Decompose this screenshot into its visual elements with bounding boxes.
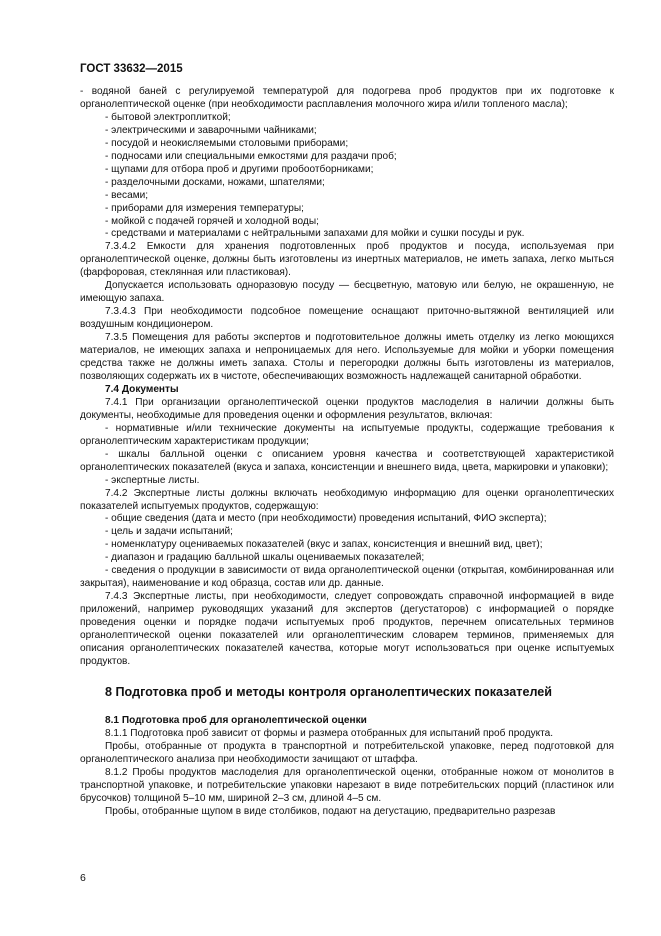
clause-7-3-4-3: 7.3.4.3 При необходимости подсобное помещение оснащают приточно-вытяжной вентиляцией или воздушным кондиционером. <box>80 306 614 331</box>
list-item: - приборами для измерения температуры; <box>105 202 304 214</box>
list-item: - электрическими и заварочными чайниками; <box>105 124 317 136</box>
list-item: - разделочными досками, ножами, шпателями; <box>105 176 325 188</box>
subsection-title-7-4: 7.4 Документы <box>105 383 179 395</box>
document-body <box>80 86 614 819</box>
list-item: - весами; <box>105 189 149 201</box>
list-item: - общие сведения (дата и место (при необходимости) проведения испытаний, ФИО эксперта); <box>105 513 547 525</box>
standard-header: ГОСТ 33632—2015 <box>80 63 183 75</box>
clause-8-1-1: 8.1.1 Подготовка проб зависит от формы и размера отобранных для испытаний проб продукта. <box>105 727 554 739</box>
clause-7-4-1: 7.4.1 При организации органолептической оценки продуктов маслоделия в наличии должны быть документы, необходимые для проведения оценки и оформления результатов, включая: <box>80 396 614 421</box>
list-item: - сведения о продукции в зависимости от вида органолептической оценки (открытая, комбинированная или закрытая), наименование и код образца, состав или др. данные. <box>80 565 614 590</box>
list-item: - диапазон и градацию балльной шкалы оцениваемых показателей; <box>105 552 425 564</box>
list-item: - подносами или специальными емкостями для раздачи проб; <box>105 150 397 162</box>
clause-7-3-5: 7.3.5 Помещения для работы экспертов и подготовительное должны иметь отделку из легко моющихся материалов, не имеющих запаха и непроницаемых для него. Используемые для мойки и уборки помещения средства также не должны иметь запаха. Столы и перегородки должны быть изготовлены из материалов, позволяющих содержать их в чистоте, обеспечивающих возможность надлежащей санитарной обработки. <box>80 332 614 382</box>
list-item: - мойкой с подачей горячей и холодной воды; <box>105 215 319 227</box>
clause-7-3-4-2: 7.3.4.2 Емкости для хранения подготовленных проб продуктов и посуда, используемая при органолептической оценке, должны быть изготовлены из инертных материалов, не иметь запаха, легко мыться (фарфоровая, стеклянная или пластиковая). <box>80 241 614 279</box>
list-item: - нормативные и/или технические документы на испытуемые продукты, содержащие требования к органолептическим характеристикам продукции; <box>80 422 614 447</box>
paragraph: Пробы, отобранные щупом в виде столбиков, подают на дегустацию, предварительно разрезав <box>105 805 556 817</box>
clause-8-1-2: 8.1.2 Пробы продуктов маслоделия для органолептической оценки, отобранные ножом от монолитов в транспортной упаковке, и потребительские упаковки нарезают в виде потребительских порций (пластинок или брусочков) толщиной 5–10 мм, шириной 2–3 см, длиной 4–5 см. <box>80 766 614 804</box>
paragraph: Пробы, отобранные от продукта в транспортной и потребительской упаковке, перед подготовкой для органолептического анализа при необходимости зачищают от штаффа. <box>80 740 614 765</box>
paragraph: Допускается использовать одноразовую посуду — бесцветную, матовую или белую, не окрашенную, не имеющую запаха. <box>80 280 614 305</box>
list-item: - щупами для отбора проб и другими пробоотборниками; <box>105 163 374 175</box>
list-item: - средствами и материалами с нейтральными запахами для мойки и сушки посуды и рук. <box>105 228 525 240</box>
clause-7-4-2: 7.4.2 Экспертные листы должны включать необходимую информацию для оценки органолептических показателей испытуемых продуктов, содержащую: <box>80 487 614 512</box>
list-item-water-bath: - водяной баней с регулируемой температурой для подогрева проб продуктов при их подготовке к органолептической оценке (при необходимости расплавления молочного жира и/или топленого масла); <box>80 86 614 110</box>
list-item: - номенклатуру оцениваемых показателей (вкус и запах, консистенция и внешний вид, цвет); <box>105 539 543 551</box>
section-title-8: 8 Подготовка проб и методы контроля органолептических показателей <box>105 684 553 699</box>
list-item: - шкалы балльной оценки с описанием уровня качества и соответствующей характеристикой органолептических показателей (вкуса и запаха, консистенции и внешнего вида, цвета, маркировки и упаковки); <box>80 448 614 473</box>
subsection-title-8-1: 8.1 Подготовка проб для органолептической оценки <box>105 714 367 726</box>
list-item: - экспертные листы. <box>105 474 200 486</box>
page-number: 6 <box>80 872 86 884</box>
list-item: - бытовой электроплиткой; <box>105 111 231 123</box>
clause-7-4-3: 7.4.3 Экспертные листы, при необходимости, следует сопровождать справочной информацией в виде приложений, например руководящих указаний для экспертов (дегустаторов) с информацией о порядке проведения оценки и порядке подачи испытуемых проб продуктов, перечнем описательных терминов органолептической оценки показателей или органолептическим словарем терминов, применяемых для описания органолептических показателей качества, которые могут использоваться при оценке испытуемых продуктов. <box>80 591 614 667</box>
list-item: - цель и задачи испытаний; <box>105 526 233 538</box>
list-item: - посудой и неокисляемыми столовыми приборами; <box>105 137 349 149</box>
